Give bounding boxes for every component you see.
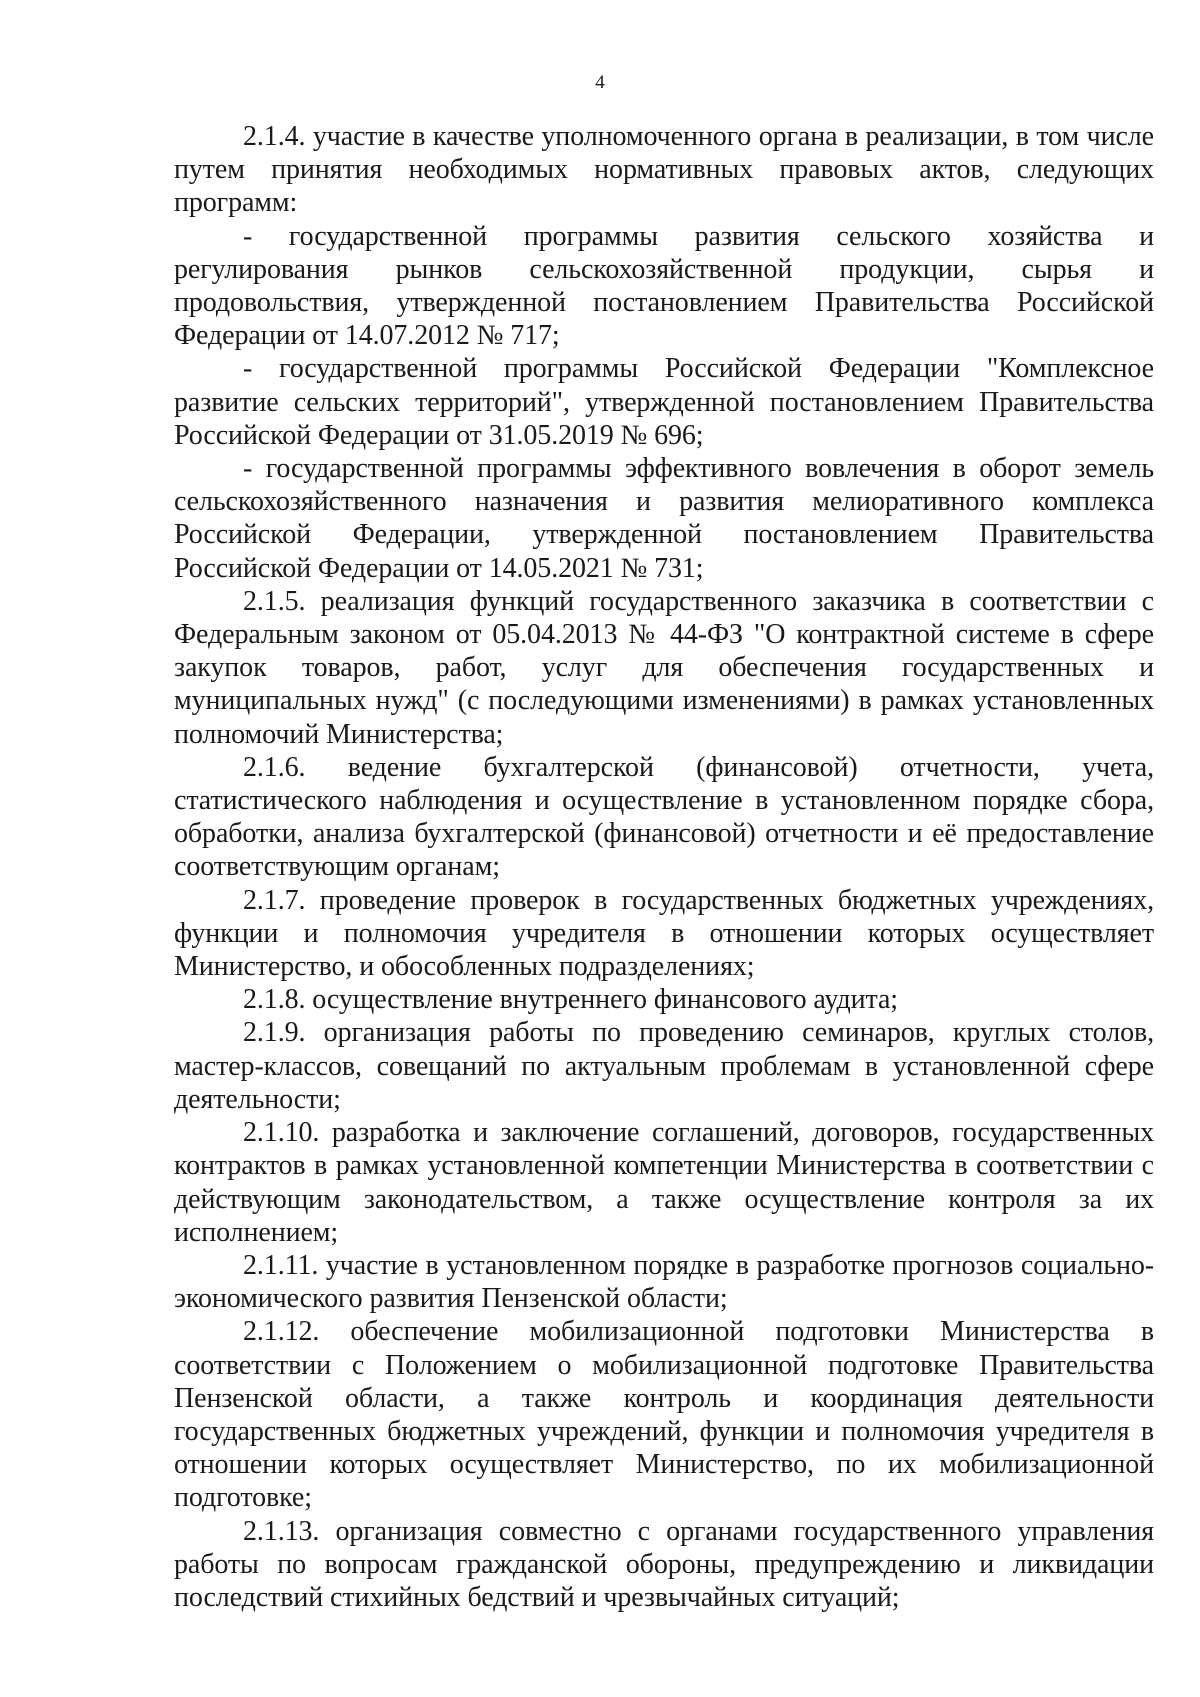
paragraph-2-1-8: 2.1.8. осуществление внутреннего финансового аудита; xyxy=(243,984,898,1016)
paragraph-2-1-7: 2.1.7. проведение проверок в государственных бюджетных учреждениях, функции и полномочия учредителя в отношении которых осуществляет Министерство, и обособленных подразделениях; xyxy=(174,884,1154,983)
paragraph-2-1-12: 2.1.12. обеспечение мобилизационной подготовки Министерства в соответствии с Положением о мобилизационной подготовке Правительства Пензенской области, а также контроль и координация деятельности государственных бюджетных учреждений, функции и полномочия учредителя в отношении которых осуществляет Министерство, по их мобилизационной подготовке; xyxy=(174,1316,1154,1514)
paragraph-2-1-11: 2.1.11. участие в установленном порядке в разработке прогнозов социально-экономического развития Пензенской области; xyxy=(174,1249,1154,1315)
paragraph-2-1-6: 2.1.6. ведение бухгалтерской (финансовой) отчетности, учета, статистического наблюдения и осуществление в установленном порядке сбора, обработки, анализа бухгалтерской (финансовой) отчетности и её предоставление соответствующим органам; xyxy=(174,751,1154,883)
page-number: 4 xyxy=(595,72,605,93)
program-item-rural-territories: - государственной программы Российской Федерации "Комплексное развитие сельских территорий", утвержденной постановлением Правительства Российской Федерации от 31.05.2019 № 696; xyxy=(174,353,1154,451)
paragraph-2-1-4: 2.1.4. участие в качестве уполномоченного органа в реализации, в том числе путем принятия необходимых нормативных правовых актов, следующих программ: xyxy=(174,121,1154,219)
paragraph-2-1-9: 2.1.9. организация работы по проведению семинаров, круглых столов, мастер-классов, совещаний по актуальным проблемам в установленной сфере деятельности; xyxy=(174,1017,1154,1115)
paragraph-2-1-10: 2.1.10. разработка и заключение соглашений, договоров, государственных контрактов в рамках установленной компетенции Министерства в соответствии с действующим законодательством, а также осуществление контроля за их исполнением; xyxy=(174,1117,1154,1248)
paragraph-2-1-13: 2.1.13. организация совместно с органами государственного управления работы по вопросам гражданской обороны, предупреждению и ликвидации последствий стихийных бедствий и чрезвычайных ситуаций; xyxy=(174,1515,1154,1613)
program-item-agriculture: - государственной программы развития сельского хозяйства и регулирования рынков сельскохозяйственной продукции, сырья и продовольствия, утвержденной постановлением Правительства Российской Федерации от 14.07.2012 № 717; xyxy=(174,220,1154,352)
program-item-land-reclamation: - государственной программы эффективного вовлечения в оборот земель сельскохозяйственного назначения и развития мелиоративного комплекса Российской Федерации, утвержденной постановлением Правительства Российской Федерации от 14.05.2021 № 731; xyxy=(174,453,1154,584)
paragraph-2-1-5: 2.1.5. реализация функций государственного заказчика в соответствии с Федеральным законом от 05.04.2013 № 44-ФЗ "О контрактной системе в сфере закупок товаров, работ, услуг для обеспечения государственных и муниципальных нужд" (с последующими изменениями) в рамках установленных полномочий Министерства; xyxy=(174,585,1154,750)
document-body xyxy=(174,120,1154,1614)
